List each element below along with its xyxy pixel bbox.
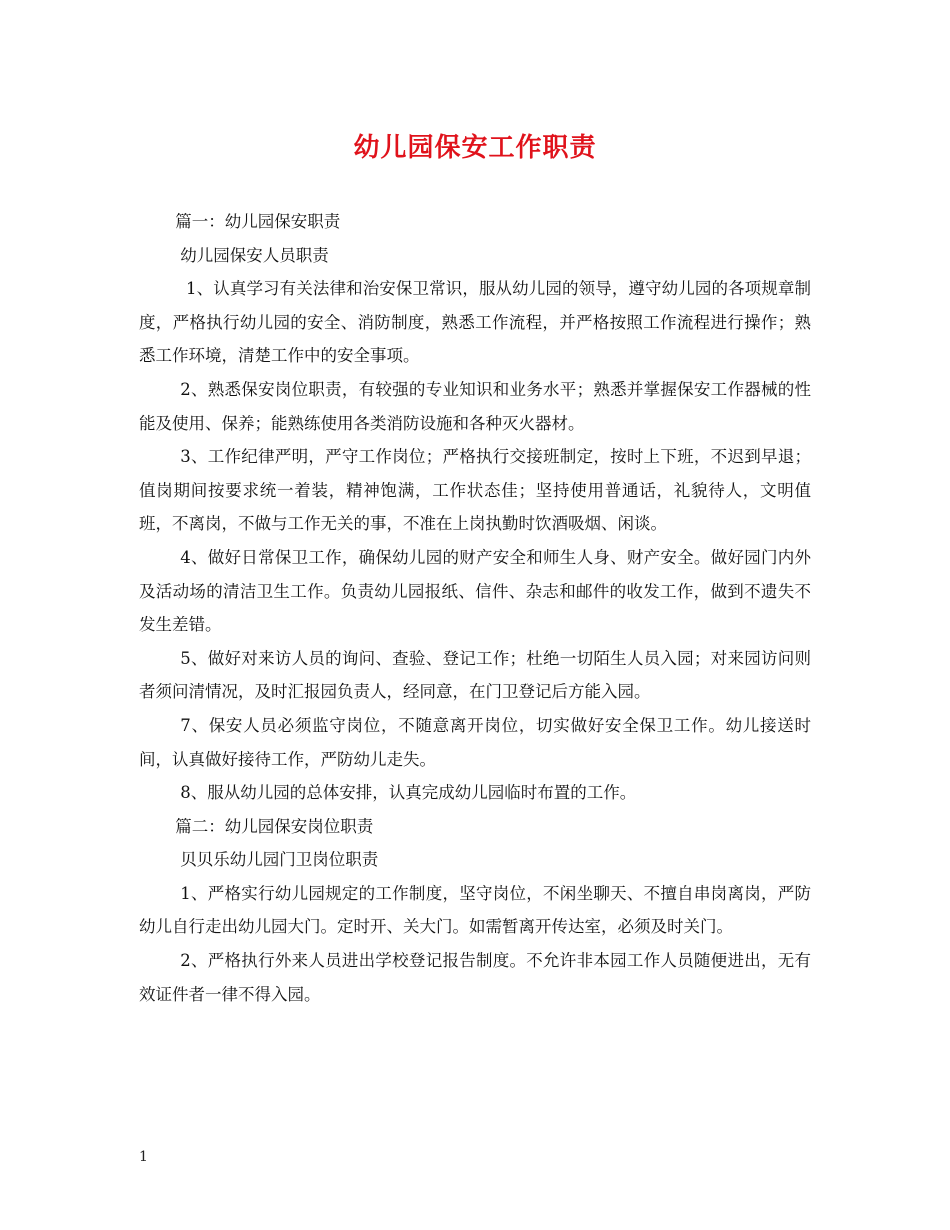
paragraph-item-5: 5、做好对来访人员的询问、查验、登记工作；杜绝一切陌生人员入园；对来园访问则者须问清情况，及时汇报园负责人，经同意，在门卫登记后方能入园。: [139, 648, 811, 702]
paragraph-item-4: 4、做好日常保卫工作，确保幼儿园的财产安全和师生人身、财产安全。做好园门内外及活动场的清洁卫生工作。负责幼儿园报纸、信件、杂志和邮件的收发工作，做到不遗失不发生差错。: [139, 547, 811, 635]
section-heading-1: 篇一：幼儿园保安职责: [175, 212, 341, 231]
paragraph-item-2: 2、熟悉保安岗位职责，有较强的专业知识和业务水平；熟悉并掌握保安工作器械的性能及使用、保养；能熟练使用各类消防设施和各种灭火器材。: [139, 379, 811, 433]
paragraph-duty-2: 2、严格执行外来人员进出学校登记报告制度。不允许非本园工作人员随便进出，无有效证件者一律不得入园。: [139, 951, 811, 1004]
subsection-heading-2: 贝贝乐幼儿园门卫岗位职责: [180, 850, 379, 870]
paragraph-item-8: 8、服从幼儿园的总体安排，认真完成幼儿园临时布置的工作。: [180, 783, 637, 803]
paragraph-item-3: 3、工作纪律严明，严守工作岗位；严格执行交接班制定，按时上下班，不迟到早退；值岗期间按要求统一着装，精神饱满，工作状态佳；坚持使用普通话，礼貌待人，文明值班，不离岗，不做与工作无关的事，不准在上岗执勤时饮酒吸烟、闲谈。: [139, 447, 811, 534]
document-body: [139, 205, 811, 1011]
paragraph-item-7: 7、保安人员必须监守岗位，不随意离开岗位，切实做好安全保卫工作。幼儿接送时间，认真做好接待工作，严防幼儿走失。: [139, 715, 811, 769]
section-heading-2: 篇二：幼儿园保安岗位职责: [175, 816, 374, 836]
page-number: 1: [139, 1149, 148, 1165]
document-title: 幼儿园保安工作职责: [353, 133, 597, 163]
paragraph-item-1: 1、认真学习有关法律和治安保卫常识，服从幼儿园的领导，遵守幼儿园的各项规章制度，严格执行幼儿园的安全、消防制度，熟悉工作流程，并严格按照工作流程进行操作；熟悉工作环境，清楚工作中的安全事项。: [139, 279, 811, 366]
subsection-heading-1: 幼儿园保安人员职责: [180, 245, 329, 265]
paragraph-duty-1: 1、严格实行幼儿园规定的工作制度，坚守岗位，不闲坐聊天、不擅自串岗离岗，严防幼儿自行走出幼儿园大门。定时开、关大门。如需暂离开传达室，必须及时关门。: [139, 883, 811, 937]
